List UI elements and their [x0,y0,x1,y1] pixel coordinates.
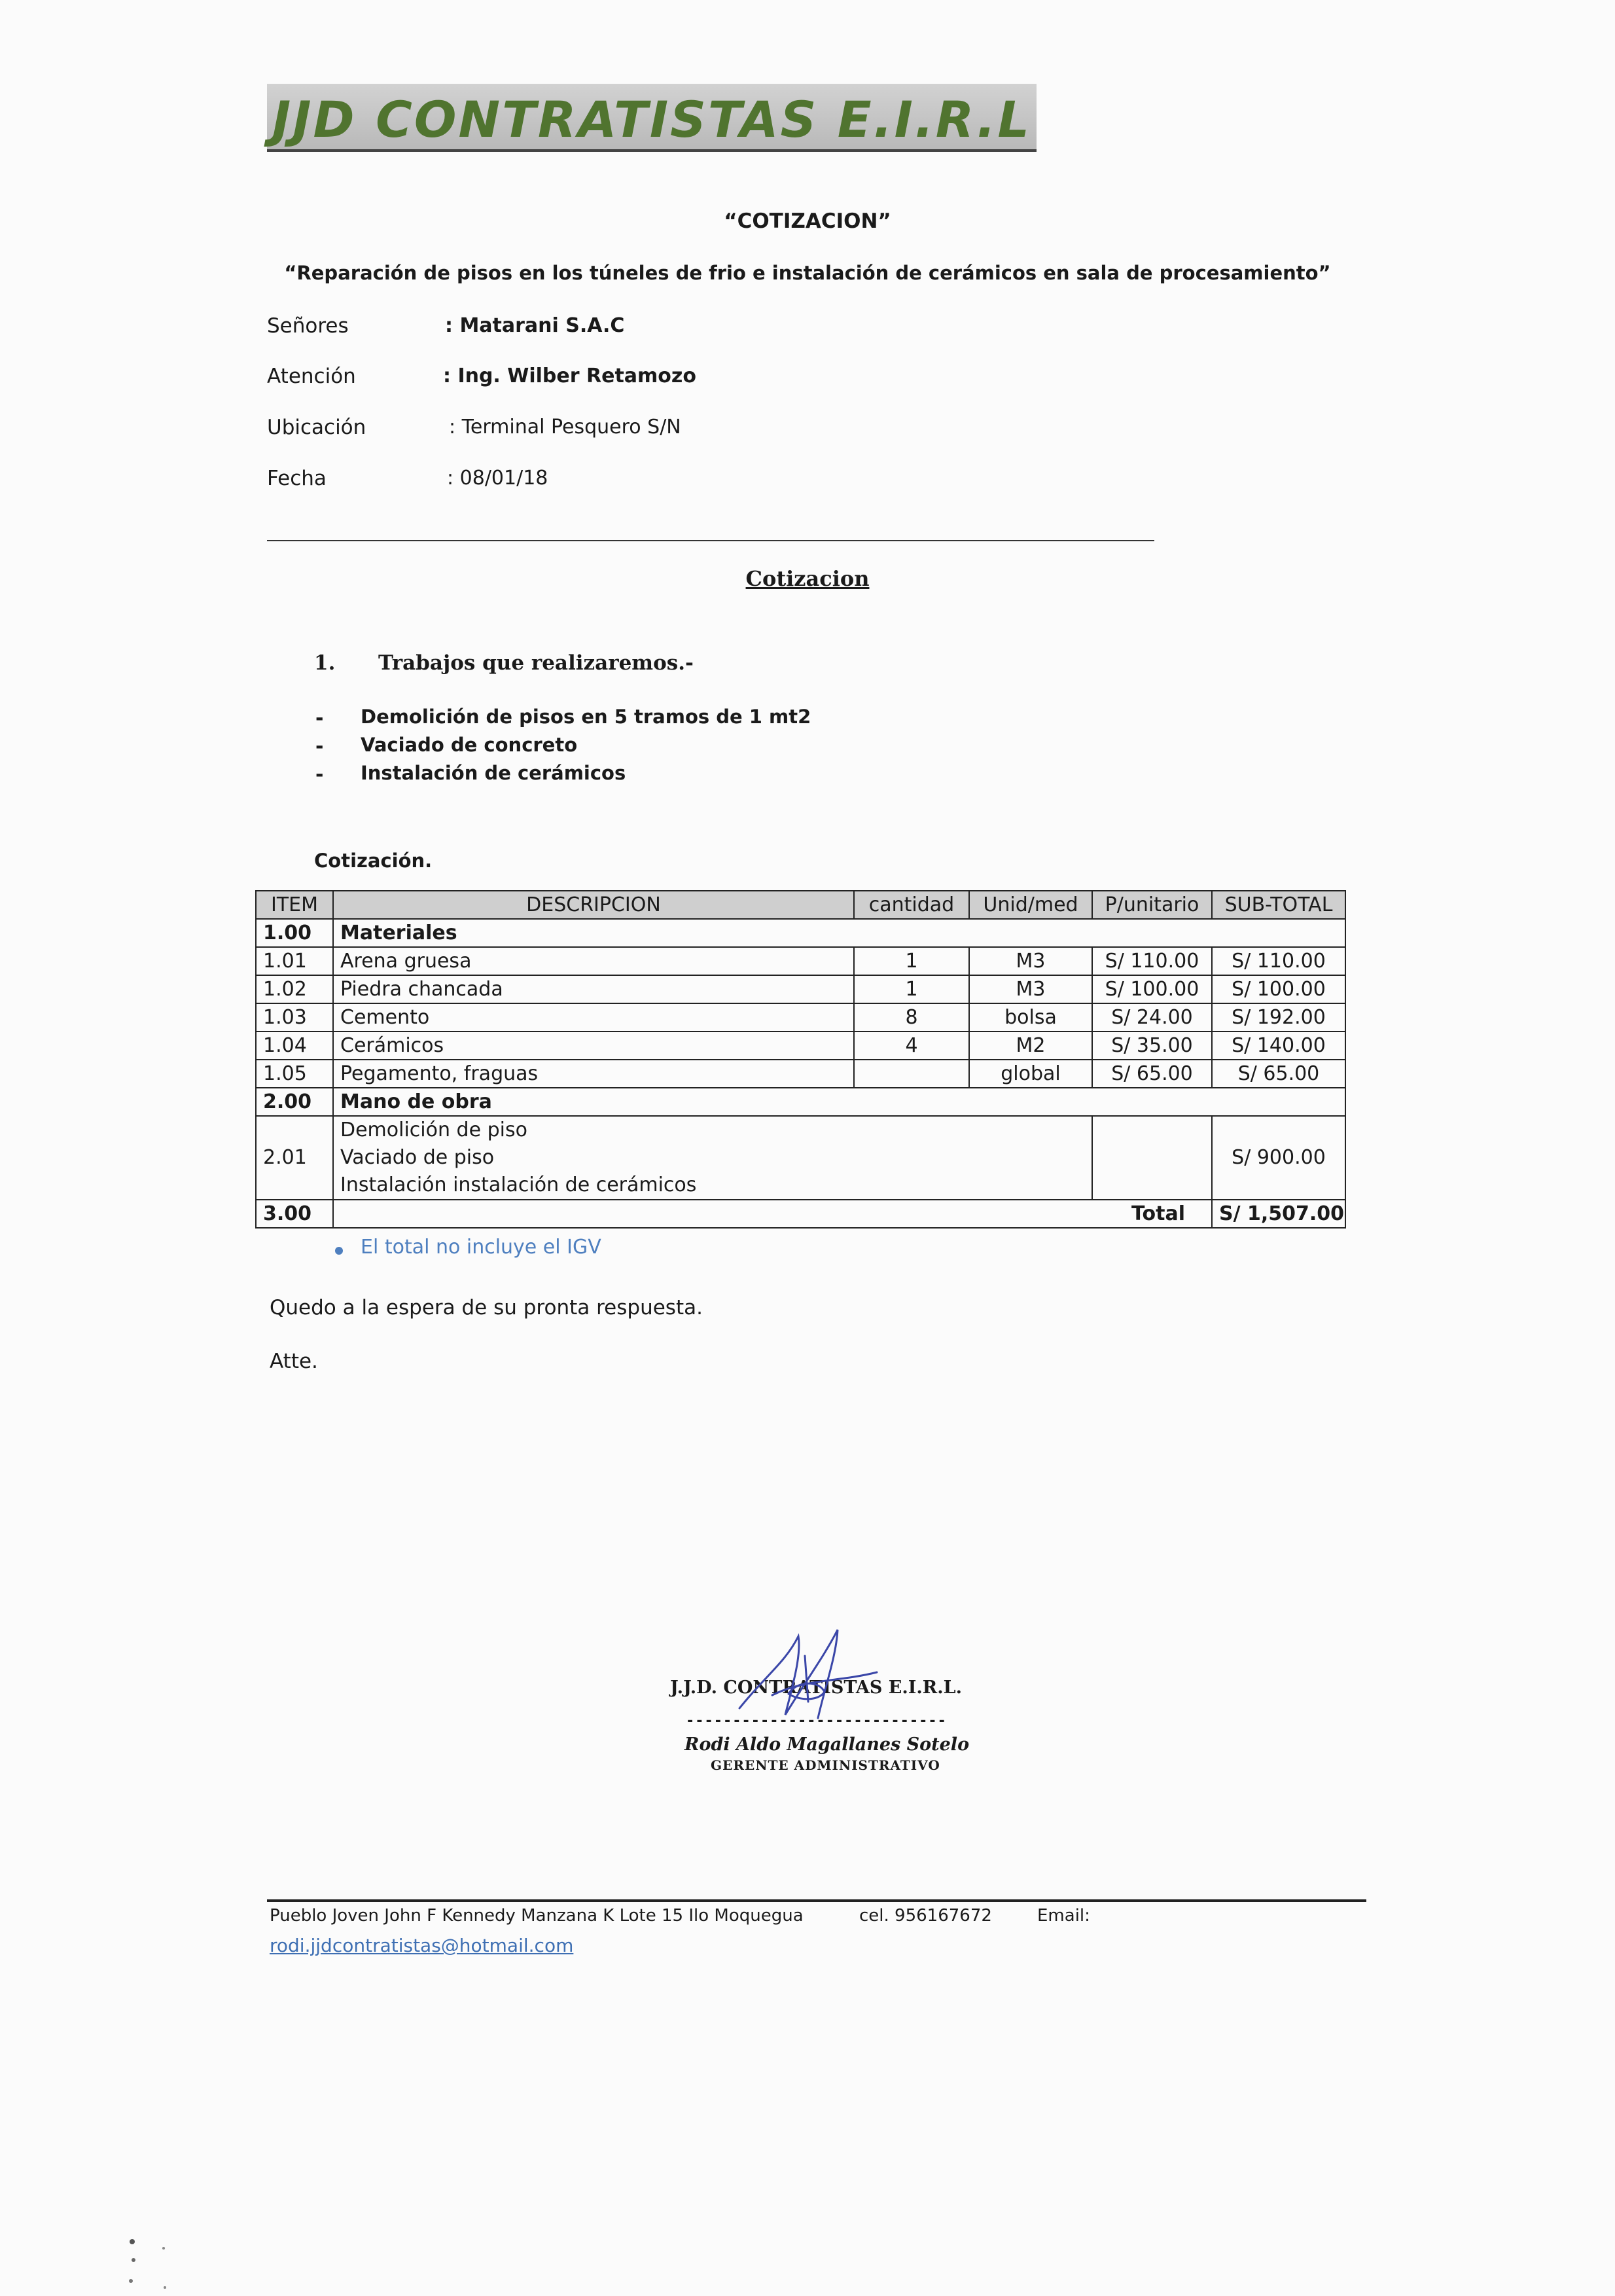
cell-subtotal: S/ 65.00 [1212,1060,1345,1088]
total-label: Total [333,1200,1212,1228]
work-bullet: - [315,735,324,758]
cell-qty: 1 [854,975,969,1003]
work-bullet: - [315,763,324,786]
table-row [256,1060,1345,1088]
col-header-item: ITEM [256,891,333,919]
cell-unit: bolsa [969,1003,1092,1031]
cell-subtotal: S/ 140.00 [1212,1031,1345,1060]
document-subject: “Reparación de pisos en los túneles de frio e instalación de cerámicos en sala de procesamiento” [284,262,1331,284]
section-subtitle: Cotizacion [745,566,870,591]
cell-unit: M3 [969,947,1092,975]
stamp-role: GERENTE ADMINISTRATIVO [711,1757,940,1773]
footer-phone: cel. 956167672 [859,1906,992,1926]
header-divider [267,540,1154,541]
cell-qty: 1 [854,947,969,975]
field-label-senores: Señores [267,314,349,338]
group-row-materiales [256,919,1345,947]
cell-labor-desc [333,1116,1092,1200]
cell-desc: Arena gruesa [333,947,854,975]
table-row-labor [256,1116,1345,1200]
table-row [256,1003,1345,1031]
cell-subtotal: S/ 192.00 [1212,1003,1345,1031]
cell-item: 2.01 [256,1116,333,1200]
table-row [256,1031,1345,1060]
cell-price: S/ 65.00 [1092,1060,1212,1088]
cell-unit: global [969,1060,1092,1088]
cell-item: 1.04 [256,1031,333,1060]
total-value: S/ 1,507.00 [1212,1200,1345,1228]
table-header-row [256,891,1345,919]
stamp-name: Rodi Aldo Magallanes Sotelo [684,1734,970,1755]
field-label-fecha: Fecha [267,467,327,490]
section-title: Trabajos que realizaremos.- [378,651,694,675]
labor-line: Instalación instalación de cerámicos [340,1174,697,1196]
cell-group-desc: Mano de obra [333,1088,1345,1116]
note-bullet-icon [335,1247,343,1255]
cell-item: 1.03 [256,1003,333,1031]
field-value-fecha: : 08/01/18 [447,467,548,490]
company-logo-text: JJD CONTRATISTAS E.I.R.L [272,90,1031,149]
cell-subtotal: S/ 100.00 [1212,975,1345,1003]
cell-desc: Piedra chancada [333,975,854,1003]
cell-group-desc: Materiales [333,919,1345,947]
cell-price [1092,1116,1212,1200]
cell-unit: M2 [969,1031,1092,1060]
work-item: Demolición de pisos en 5 tramos de 1 mt2 [361,706,811,728]
stamp-dots: ---------------------------- [686,1713,947,1729]
cell-qty: 8 [854,1003,969,1031]
cell-item: 3.00 [256,1200,333,1228]
labor-line: Demolición de piso [340,1119,527,1141]
cell-price: S/ 24.00 [1092,1003,1212,1031]
cell-subtotal: S/ 900.00 [1212,1116,1345,1200]
table-row [256,975,1345,1003]
document-title: “COTIZACION” [724,209,891,233]
cell-item: 1.01 [256,947,333,975]
cell-desc: Pegamento, fraguas [333,1060,854,1088]
work-item: Vaciado de concreto [361,734,578,756]
closing-line: Quedo a la espera de su pronta respuesta. [270,1296,703,1319]
cell-item: 2.00 [256,1088,333,1116]
quote-label: Cotización. [314,850,433,872]
work-bullet: - [315,707,324,730]
footer-email-link[interactable]: rodi.jjdcontratistas@hotmail.com [270,1935,574,1956]
cell-item: 1.05 [256,1060,333,1088]
footer-divider [267,1899,1366,1902]
section-number: 1. [314,651,336,675]
cell-qty [854,1060,969,1088]
cell-desc: Cemento [333,1003,854,1031]
table-row [256,947,1345,975]
col-header-sub-total: SUB-TOTAL [1212,891,1345,919]
cell-unit: M3 [969,975,1092,1003]
cell-item: 1.02 [256,975,333,1003]
igv-note: El total no incluye el IGV [361,1236,601,1259]
field-label-atencion: Atención [267,365,356,388]
labor-line: Vaciado de piso [340,1146,495,1169]
quote-table [255,890,1346,1229]
stamp-company: J.J.D. CONTRATISTAS E.I.R.L. [670,1677,963,1698]
field-label-ubicacion: Ubicación [267,416,366,439]
col-header-p-unitario: P/unitario [1092,891,1212,919]
field-value-senores: : Matarani S.A.C [445,314,625,337]
scan-marks-icon [124,2229,177,2294]
group-row-mano-de-obra [256,1088,1345,1116]
cell-price: S/ 110.00 [1092,947,1212,975]
cell-price: S/ 100.00 [1092,975,1212,1003]
col-header-cantidad: cantidad [854,891,969,919]
cell-qty: 4 [854,1031,969,1060]
footer-email-label: Email: [1037,1906,1090,1926]
total-row [256,1200,1345,1228]
footer-address: Pueblo Joven John F Kennedy Manzana K Lote 15 Ilo Moquegua [270,1906,804,1926]
work-item: Instalación de cerámicos [361,762,626,784]
col-header-unid-med: Unid/med [969,891,1092,919]
col-header-descripcion: DESCRIPCION [333,891,854,919]
cell-subtotal: S/ 110.00 [1212,947,1345,975]
field-value-ubicacion: : Terminal Pesquero S/N [449,416,681,439]
cell-item: 1.00 [256,919,333,947]
company-logo [267,84,1037,149]
cell-price: S/ 35.00 [1092,1031,1212,1060]
cell-desc: Cerámicos [333,1031,854,1060]
field-value-atencion: : Ing. Wilber Retamozo [443,365,696,387]
closing-atte: Atte. [270,1350,318,1373]
signature-icon [726,1617,896,1734]
